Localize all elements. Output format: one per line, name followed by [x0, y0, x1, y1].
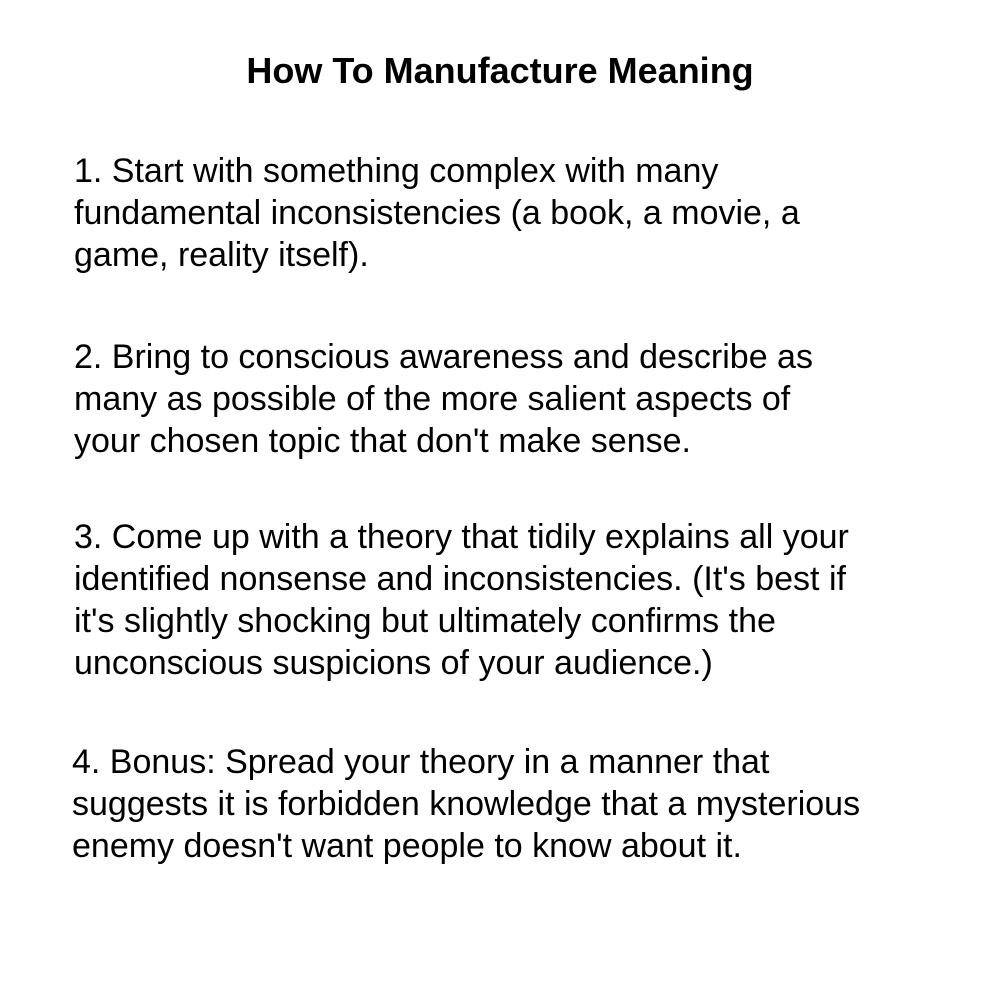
step-3-line: identified nonsense and inconsistencies. (It's best if [74, 560, 846, 598]
step-4-line: enemy doesn't want people to know about it. [72, 827, 742, 865]
step-1-line: fundamental inconsistencies (a book, a movie, a [74, 194, 800, 232]
step-2-line: your chosen topic that don't make sense. [74, 422, 691, 460]
page-title: How To Manufacture Meaning [246, 50, 754, 91]
step-3-line: 3. Come up with a theory that tidily explains all your [74, 518, 849, 556]
step-2-line: many as possible of the more salient aspects of [74, 380, 791, 418]
step-4-paragraph [72, 741, 932, 867]
step-1-line: 1. Start with something complex with many [74, 152, 719, 190]
step-4-line: suggests it is forbidden knowledge that a mysterious [72, 785, 861, 823]
step-2-paragraph [74, 336, 934, 462]
step-2-line: 2. Bring to conscious awareness and describe as [74, 338, 813, 376]
step-3-line: it's slightly shocking but ultimately confirms the [74, 602, 776, 640]
step-3-line: unconscious suspicions of your audience.) [74, 644, 713, 682]
step-4-line: 4. Bonus: Spread your theory in a manner that [72, 743, 770, 781]
step-1-paragraph [74, 150, 934, 276]
step-3-paragraph [74, 516, 934, 684]
step-1-line: game, reality itself). [74, 236, 369, 274]
